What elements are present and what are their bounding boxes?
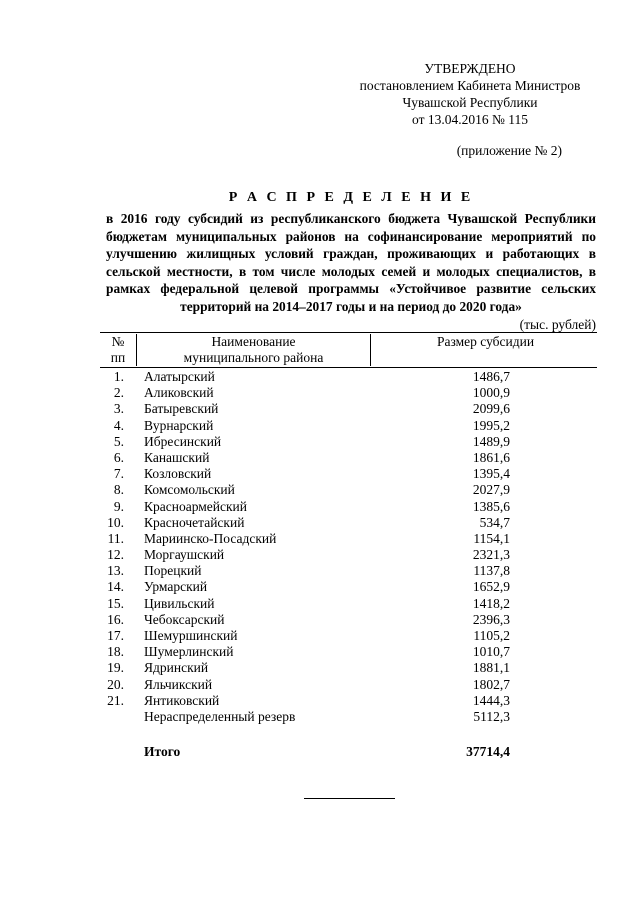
row-number: 13. [107,563,124,579]
row-number: 15. [107,595,124,611]
row-subsidy-value: 1137,8 [473,563,510,579]
header-number-line1: № [111,334,125,349]
row-subsidy-value: 1154,1 [473,530,510,546]
document-subtitle: в 2016 году субсидий из республиканского бюджета Чувашской Республики бюджетам муниципальных районов на софинансирование мероприятий по улучшению жилищных условий граждан, проживающих и работающих в сельской местности, в том числе молодых семей и молодых специалистов, в рамках федеральной целевой программы «Устойчивое развитие сельских территорий на 2014–2017 годы и на период до 2020 года» [106,211,596,314]
table-row [100,547,597,563]
row-district-name: Аликовский [144,385,214,401]
row-subsidy-value: 5112,3 [473,708,510,724]
row-subsidy-value: 1010,7 [472,644,510,660]
table-row [100,644,597,660]
table-row [100,531,597,547]
row-district-name: Ибресинский [144,433,222,449]
row-subsidy-value: 1881,1 [472,660,510,676]
row-number: 2. [113,385,124,401]
row-district-name: Комсомольский [144,482,235,498]
table-row [100,612,597,628]
row-subsidy-value: 1489,9 [472,433,510,449]
row-subsidy-value: 1000,9 [472,385,510,401]
table-row [100,434,597,450]
subsidy-table [100,332,597,762]
total-row [100,744,597,762]
table-row [100,482,597,498]
annex-label: (приложение № 2) [456,143,562,158]
approval-title: УТВЕРЖДЕНО [424,61,516,76]
row-subsidy-value: 2027,9 [472,482,510,498]
header-district [136,334,371,366]
header-number-line2: пп [110,350,126,365]
row-number: 1. [113,369,124,384]
row-subsidy-value: 2099,6 [472,401,510,417]
row-subsidy-value: 1105,2 [473,628,510,643]
total-value: 37714,4 [466,744,510,760]
row-number: 4. [113,417,124,433]
row-district-name: Порецкий [144,563,202,579]
row-number: 14. [107,579,124,595]
row-subsidy-value: 1486,7 [472,369,510,384]
table-row [100,579,597,595]
row-subsidy-value: 1802,7 [472,676,510,692]
units-label: (тыс. рублей) [519,317,596,332]
row-district-name: Канашский [144,449,210,465]
document-heading [106,189,596,316]
row-number: 16. [107,611,124,627]
table-row [100,369,597,385]
row-number: 21. [107,692,124,708]
row-subsidy-value: 2396,3 [472,611,510,627]
row-number: 10. [107,514,124,530]
table-row [100,515,597,531]
row-number: 17. [107,628,124,643]
row-subsidy-value: 2321,3 [472,547,510,563]
row-number: 9. [113,498,124,514]
row-number: 11. [107,530,124,546]
table-body [100,369,597,725]
row-number: 3. [113,401,124,417]
table-row [100,418,597,434]
row-subsidy-value: 534,7 [479,514,510,530]
row-district-name: Красноармейский [144,498,248,514]
row-number: 12. [107,547,124,563]
row-district-name: Красночетайский [144,514,245,530]
row-subsidy-value: 1995,2 [472,417,510,433]
row-number: 6. [113,449,124,465]
table-row [100,660,597,676]
table-row [100,466,597,482]
header-district-line2: муниципального района [183,350,324,365]
row-subsidy-value: 1395,4 [472,466,510,482]
row-district-name: Урмарский [144,579,208,595]
header-number [100,334,136,366]
row-subsidy-value: 1861,6 [472,449,510,465]
approval-date-number: от 13.04.2016 № 115 [412,112,528,127]
row-number: 19. [107,660,124,676]
row-subsidy-value: 1652,9 [472,579,510,595]
approval-republic: Чувашской Республики [402,95,538,110]
header-district-line1: Наименование [211,334,296,349]
row-district-name: Мариинско-Посадский [144,530,277,546]
row-district-name: Нераспределенный резерв [144,708,296,724]
table-row [100,450,597,466]
row-district-name: Алатырский [144,369,215,384]
row-subsidy-value: 1418,2 [472,595,510,611]
table-row [100,596,597,612]
table-row [100,628,597,644]
table-header [100,332,597,368]
row-district-name: Батыревский [144,401,219,417]
row-district-name: Козловский [144,466,212,482]
header-subsidy: Размер субсидии [436,334,535,349]
total-label: Итого [144,744,181,760]
row-subsidy-value: 1385,6 [472,498,510,514]
table-row [100,677,597,693]
row-subsidy-value: 1444,3 [472,692,510,708]
approval-stamp [340,60,600,159]
row-district-name: Чебоксарский [144,611,225,627]
row-district-name: Яльчикский [144,676,213,692]
row-number: 7. [113,466,124,482]
table-row [100,499,597,515]
row-number: 20. [107,676,124,692]
row-number: 5. [113,433,124,449]
table-row [100,401,597,417]
table-row [100,563,597,579]
row-district-name: Шемуршинский [144,628,238,643]
approval-issuer: постановлением Кабинета Министров [359,78,581,93]
row-district-name: Вурнарский [144,417,214,433]
row-district-name: Янтиковский [144,692,220,708]
table-row [100,385,597,401]
document-title: Р А С П Р Е Д Е Л Е Н И Е [228,190,474,205]
row-district-name: Шумерлинский [144,644,234,660]
row-number: 8. [113,482,124,498]
table-row [100,693,597,709]
row-number: 18. [107,644,124,660]
separator-line [304,798,395,799]
row-district-name: Цивильский [144,595,215,611]
row-district-name: Моргаушский [144,547,225,563]
table-row [100,709,597,725]
row-district-name: Ядринский [144,660,209,676]
